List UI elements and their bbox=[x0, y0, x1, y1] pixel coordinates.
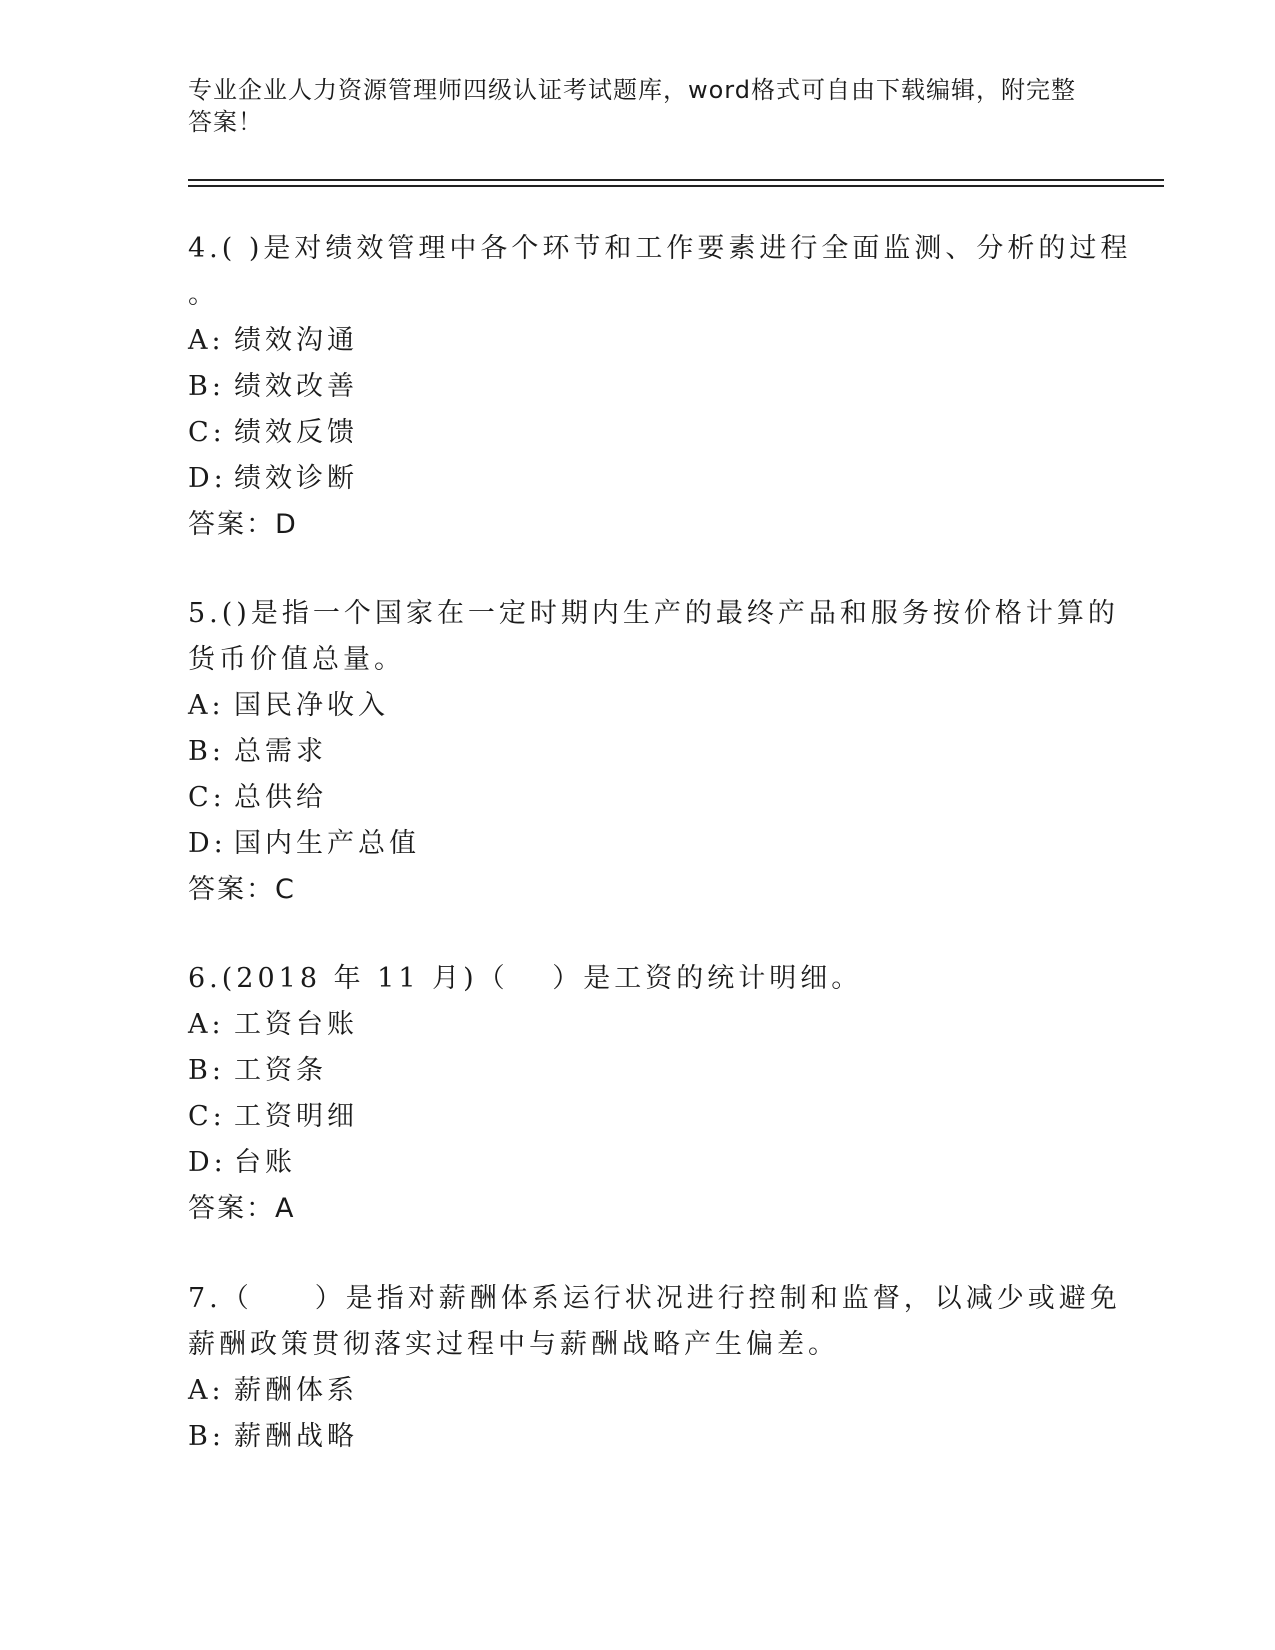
option-text: 工资明细 bbox=[234, 1101, 358, 1132]
answer-line: 答案：D bbox=[188, 509, 298, 540]
answer-line: 答案：A bbox=[188, 1193, 296, 1224]
option-b bbox=[188, 364, 1088, 410]
option-b bbox=[188, 1414, 1088, 1460]
question-6 bbox=[188, 956, 1088, 1232]
option-text: 总需求 bbox=[234, 736, 327, 767]
option-letter: B: bbox=[188, 736, 225, 767]
option-letter: B: bbox=[188, 371, 225, 402]
option-a bbox=[188, 1368, 1088, 1414]
header-line: 专业企业人力资源管理师四级认证考试题库，word格式可自由下载编辑，附完整 bbox=[188, 76, 1076, 104]
option-letter: C: bbox=[188, 1101, 226, 1132]
option-text: 绩效改善 bbox=[234, 371, 358, 402]
option-b bbox=[188, 1048, 1088, 1094]
question-stem: 5.()是指一个国家在一定时期内生产的最终产品和服务按价格计算的 bbox=[188, 598, 1119, 629]
question-4 bbox=[188, 226, 1132, 548]
option-text: 国民净收入 bbox=[234, 690, 389, 721]
option-a bbox=[188, 318, 1088, 364]
option-letter: A: bbox=[188, 1009, 225, 1040]
option-text: 绩效沟通 bbox=[234, 325, 358, 356]
option-letter: B: bbox=[188, 1055, 225, 1086]
option-letter: A: bbox=[188, 690, 225, 721]
option-d bbox=[188, 821, 1088, 867]
question-stem: 。 bbox=[188, 279, 219, 310]
document-header bbox=[188, 74, 1088, 138]
option-letter: C: bbox=[188, 417, 226, 448]
option-c bbox=[188, 775, 1088, 821]
option-text: 总供给 bbox=[234, 782, 327, 813]
option-text: 国内生产总值 bbox=[234, 828, 420, 859]
option-letter: D: bbox=[188, 463, 227, 494]
header-divider bbox=[188, 179, 1164, 181]
option-c bbox=[188, 410, 1088, 456]
option-letter: D: bbox=[188, 1147, 227, 1178]
question-stem: 4.( )是对绩效管理中各个环节和工作要素进行全面监测、分析的过程 bbox=[188, 233, 1132, 264]
option-a bbox=[188, 683, 1088, 729]
option-text: 绩效诊断 bbox=[234, 463, 358, 494]
option-text: 台账 bbox=[234, 1147, 296, 1178]
question-5 bbox=[188, 591, 1119, 913]
header-line: 答案！ bbox=[188, 108, 263, 136]
option-text: 绩效反馈 bbox=[234, 417, 358, 448]
option-letter: D: bbox=[188, 828, 227, 859]
option-b bbox=[188, 729, 1088, 775]
option-text: 工资条 bbox=[234, 1055, 327, 1086]
question-stem: 薪酬政策贯彻落实过程中与薪酬战略产生偏差。 bbox=[188, 1329, 839, 1360]
option-d bbox=[188, 456, 1088, 502]
option-letter: B: bbox=[188, 1421, 225, 1452]
header-divider bbox=[188, 185, 1164, 187]
option-a bbox=[188, 1002, 1088, 1048]
question-stem: 7.（ ）是指对薪酬体系运行状况进行控制和监督，以减少或避免 bbox=[188, 1283, 1121, 1314]
option-letter: C: bbox=[188, 782, 226, 813]
option-d bbox=[188, 1140, 1088, 1186]
question-stem: 6.(2018 年 11 月)（ ）是工资的统计明细。 bbox=[188, 963, 863, 994]
option-text: 工资台账 bbox=[234, 1009, 358, 1040]
option-letter: A: bbox=[188, 325, 225, 356]
answer-line: 答案：C bbox=[188, 874, 296, 905]
option-c bbox=[188, 1094, 1088, 1140]
question-stem: 货币价值总量。 bbox=[188, 644, 405, 675]
option-text: 薪酬体系 bbox=[234, 1375, 358, 1406]
question-7 bbox=[188, 1276, 1121, 1460]
option-letter: A: bbox=[188, 1375, 225, 1406]
option-text: 薪酬战略 bbox=[234, 1421, 358, 1452]
